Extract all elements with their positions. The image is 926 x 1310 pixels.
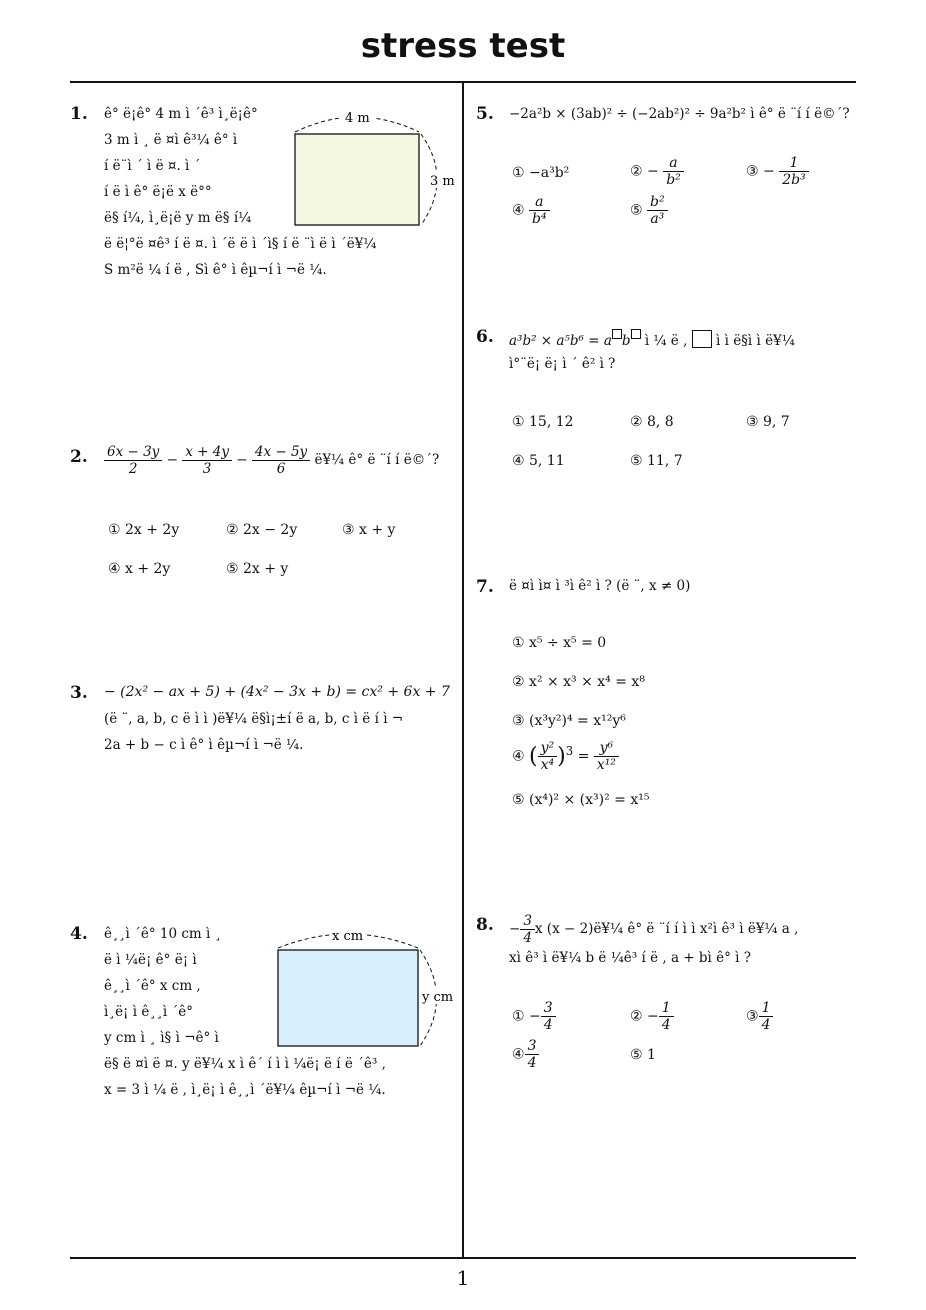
- question-expression: $\frac{6x - 3y}{2}$ − $\frac{x + 4y}{3}$ − $\frac{4x - 5y}{6}$ ë¥¼ ê° ë ¨í í ë©´?: [104, 444, 439, 477]
- question-number: 5.: [476, 104, 494, 124]
- fraction: $\frac{3}{4}$: [525, 1038, 540, 1071]
- blank-box: [692, 330, 712, 348]
- answer-option[interactable]: ① − $\frac{3}{4}$: [512, 1000, 556, 1033]
- answer-option[interactable]: ① −a³b²: [512, 165, 570, 181]
- footer-rule: [70, 1257, 856, 1259]
- answer-option[interactable]: ③ − $\frac{1}{\text{2b³}}$: [746, 155, 809, 188]
- answer-option[interactable]: ④ $\frac{a}{\text{b⁴}}$: [512, 194, 550, 227]
- question-text-line: ë ì ¼ë¡ ê° ë¡ ì: [104, 952, 197, 968]
- question-text-line: − (2x² − ax + 5) + (4x² − 3x + b) = cx² + 6x + 7: [104, 684, 450, 700]
- question-text-line: ë ë¦°ë ¤ê³ í ë ¤. ì ´ë ë ì ´ì§ í ë ¨ì ë ì ´ë¥¼: [104, 236, 377, 252]
- answer-option[interactable]: ① 15, 12: [512, 414, 574, 430]
- question-text-line: ê° ë¡ê° 4 m ì ´ê³ ì¸ë¡ê°: [104, 106, 258, 122]
- answer-option[interactable]: ⑤ 1: [630, 1047, 656, 1063]
- question-number: 8.: [476, 915, 494, 935]
- answer-option[interactable]: ④ 5, 11: [512, 453, 565, 469]
- answer-option[interactable]: ③ (x³y²)⁴ = x¹²y⁶: [512, 713, 626, 729]
- question-text-line: S m²ë ¼ í ë , Sì ê° ì êµ¬í ì ¬ë ¼.: [104, 262, 327, 278]
- blank-box-small: [612, 329, 622, 339]
- page-number: 1: [456, 1266, 470, 1290]
- question-text-line: (ë ¨, a, b, c ë ì ì )ë¥¼ ë§ì¡±í ë a, b, c ì ë í ì ¬: [104, 711, 404, 727]
- answer-option[interactable]: ⑤ 2x + y: [226, 561, 289, 577]
- question-text-line: x = 3 ì ¼ ë , ì¸ë¡ ì ê¸¸ì ´ë¥¼ êµ¬í ì ¬ë ¼.: [104, 1082, 386, 1098]
- blank-box-small: [631, 329, 641, 339]
- fraction: $\frac{x + 4y}{3}$: [182, 444, 232, 477]
- answer-option[interactable]: ② − $\frac{a}{\text{b²}}$: [630, 155, 684, 188]
- question-number: 3.: [70, 683, 88, 703]
- question-text-line: − $\frac{3}{4}$ x (x − 2)ë¥¼ ê° ë ¨í í ì ì x²ì ê³ ì ë¥¼ a ,: [509, 913, 799, 946]
- fraction: $\frac{\text{y⁶}}{\text{x¹²}}$: [594, 740, 619, 773]
- question-text-line: ë ¤ì ì¤ ì ³ì ê² ì ? (ë ¨, x ≠ 0): [509, 578, 691, 594]
- fraction: $\frac{4x - 5y}{6}$: [252, 444, 310, 477]
- rectangle-shape: [295, 134, 419, 225]
- answer-option[interactable]: ④ x + 2y: [108, 561, 171, 577]
- height-label: 3 m: [430, 174, 455, 189]
- answer-option[interactable]: ② x² × x³ × x⁴ = x⁸: [512, 674, 645, 690]
- question-text-line: 2a + b − c ì ê° ì êµ¬í ì ¬ë ¼.: [104, 737, 304, 753]
- question-text-line: a³b² × a⁵b⁶ = a b ì ¼ ë , ì ì ë§ì ì ë¥¼: [509, 329, 795, 349]
- answer-option[interactable]: ① 2x + 2y: [108, 522, 180, 538]
- question-text-line: ê¸¸ì ´ê° x cm ,: [104, 978, 201, 994]
- answer-option[interactable]: ⑤ $\frac{\text{b²}}{\text{a³}}$: [630, 194, 668, 227]
- fraction: $\frac{a}{\text{b⁴}}$: [529, 194, 550, 227]
- question-text-line: ë§ í¼, ì¸ë¡ë y m ë§ í¼: [104, 210, 252, 226]
- column-divider: [462, 82, 464, 1258]
- fraction: $\frac{6x - 3y}{2}$: [104, 444, 162, 477]
- question-number: 4.: [70, 924, 88, 944]
- question-text-line: 3 m ì ¸ ë ¤ì ê³¼ ê° ì: [104, 132, 238, 148]
- answer-option[interactable]: ② − $\frac{1}{4}$: [630, 1000, 674, 1033]
- question-text-line: í ë ì ê° ë¡ë x ë°°: [104, 184, 212, 200]
- answer-option[interactable]: ② 2x − 2y: [226, 522, 298, 538]
- rectangle-shape: [278, 950, 418, 1046]
- question-expression: −2a²b × (3ab)² ÷ (−2ab²)² ÷ 9a²b² ì ê° ë ¨í í ë©´?: [509, 106, 850, 122]
- question-text-line: ë§ ë ¤ì ë ¤. y ë¥¼ x ì ê´ í ì ì ¼ë¡ ë í ë ´ê³ ,: [104, 1056, 386, 1072]
- question-text-line: í ë¨ì ´ ì ë ¤. ì ´: [104, 158, 201, 174]
- fraction: $\frac{1}{4}$: [759, 1000, 774, 1033]
- answer-option[interactable]: ⑤ (x⁴)² × (x³)² = x¹⁵: [512, 792, 650, 808]
- question-text-line: xì ê³ ì ë¥¼ b ë ¼ê³ í ë , a + bì ê° ì ?: [509, 950, 752, 966]
- fraction: $\frac{1}{\text{2b³}}$: [779, 155, 808, 188]
- answer-option[interactable]: ③ 9, 7: [746, 414, 790, 430]
- answer-option[interactable]: ④ $\frac{3}{4}$: [512, 1038, 539, 1071]
- question-text-line: ì°¨ë¡ ë¡ ì ´ ê² ì ?: [509, 356, 616, 372]
- height-label: y cm: [422, 990, 454, 1005]
- fraction: $\frac{3}{4}$: [541, 1000, 556, 1033]
- fraction: $\frac{\text{y²}}{\text{x⁴}}$: [538, 740, 558, 773]
- question-number: 2.: [70, 447, 88, 467]
- question-number: 7.: [476, 577, 494, 597]
- rectangle-figure: [268, 922, 460, 1050]
- width-label: x cm: [332, 929, 364, 944]
- question-number: 1.: [70, 104, 88, 124]
- fraction: $\frac{1}{4}$: [659, 1000, 674, 1033]
- answer-option[interactable]: ⑤ 11, 7: [630, 453, 683, 469]
- question-text-line: ì¸ë¡ ì ê¸¸ì ´ê°: [104, 1004, 193, 1020]
- rectangle-figure: [285, 104, 460, 234]
- question-text-line: ê¸¸ì ´ê° 10 cm ì ¸: [104, 926, 222, 942]
- answer-option[interactable]: ③ $\frac{1}{4}$: [746, 1000, 773, 1033]
- page-title: stress test: [360, 26, 566, 66]
- question-text-line: y cm ì ¸ ì§ ì ¬ê° ì: [104, 1030, 219, 1046]
- answer-option[interactable]: ① x⁵ ÷ x⁵ = 0: [512, 635, 607, 651]
- fraction: $\frac{\text{b²}}{\text{a³}}$: [647, 194, 668, 227]
- answer-option[interactable]: ④ ( $\frac{\text{y²}}{\text{x⁴}}$ )$^3$ = $\frac{\text{y⁶}}{\text{x¹²}}$: [512, 740, 619, 773]
- fraction: $\frac{3}{4}$: [520, 913, 535, 946]
- answer-option[interactable]: ② 8, 8: [630, 414, 674, 430]
- fraction: $\frac{a}{\text{b²}}$: [663, 155, 684, 188]
- width-label: 4 m: [345, 111, 370, 126]
- question-number: 6.: [476, 327, 494, 347]
- answer-option[interactable]: ③ x + y: [342, 522, 396, 538]
